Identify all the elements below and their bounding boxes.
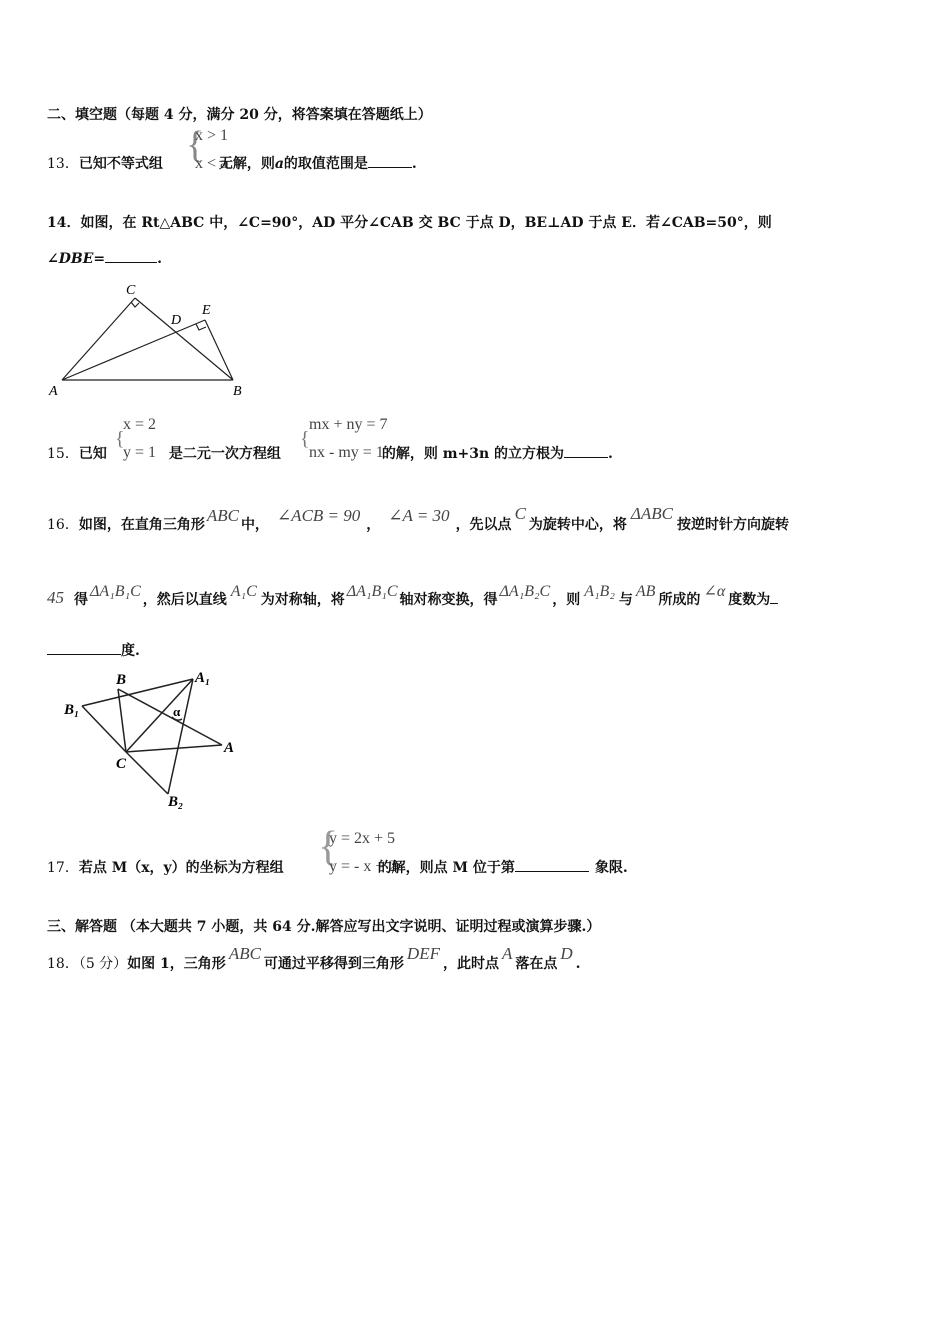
q15-mid: 是二元一次方程组	[168, 446, 281, 462]
label-b: B	[116, 672, 127, 688]
question-15	[47, 443, 613, 463]
label-a: A	[224, 740, 235, 756]
q16-t3: ，先以点	[455, 517, 512, 533]
q15-answer-blank	[564, 445, 608, 458]
q16-rotation-figure	[60, 664, 250, 814]
label-b: B	[233, 384, 242, 399]
section-2-heading: 二、填空题（每题 4 分，满分 20 分，将答案填在答题纸上）	[47, 107, 432, 123]
q17-pre: 若点 M（x，y）的坐标为方程组	[78, 860, 284, 876]
q16-angle-acb: ∠ACB = 90	[276, 506, 361, 525]
q16-abc: ABC	[206, 506, 239, 525]
label-d: D	[171, 313, 182, 328]
q16-number: 16．	[47, 517, 79, 533]
seg-ca1	[126, 679, 193, 752]
q16-blank-tail	[770, 591, 778, 604]
q16-ab: AB	[635, 583, 656, 600]
seg-b2a1	[168, 679, 193, 794]
question-18	[47, 944, 581, 973]
seg-ba	[118, 689, 222, 745]
q17-equation-1: y = 2x + 5	[329, 830, 396, 847]
q17-number: 17．	[47, 860, 79, 876]
q13-pre: 已知不等式组	[78, 156, 163, 172]
right-angle-e	[196, 324, 206, 330]
question-13	[47, 153, 417, 173]
line-ac	[62, 298, 135, 380]
q13-post: 的取值范围是	[283, 156, 368, 172]
q13-end: .	[411, 156, 417, 172]
label-alpha: α	[173, 704, 181, 719]
label-a: A	[49, 384, 58, 399]
question-17	[47, 857, 628, 877]
q17-end: 象限.	[594, 860, 628, 876]
q15-brace-1: {	[115, 428, 125, 450]
label-c: C	[116, 756, 127, 772]
q16-t14: 度.	[121, 643, 140, 659]
q17-post: 的解，则点 M 位于第	[377, 860, 515, 876]
seg-cb	[118, 689, 126, 752]
q15-end: .	[608, 446, 613, 462]
q18-end: .	[575, 956, 581, 972]
q15-equation-2: nx - my = 1	[309, 444, 384, 461]
q16-alpha: ∠α	[703, 583, 726, 600]
q13-mid: 无解，则	[218, 156, 275, 172]
q16-line-2	[47, 583, 778, 609]
line-be	[205, 320, 233, 380]
q15-solution-y: y = 1	[123, 444, 157, 461]
label-a1: A₁	[195, 670, 211, 686]
line-cb	[135, 298, 233, 380]
q16-t6: 得	[74, 592, 88, 608]
q17-brace: {	[318, 824, 339, 870]
q16-t13: 度数为	[728, 592, 771, 608]
line-ae	[62, 320, 205, 380]
q18-score: （5 分）	[78, 956, 128, 972]
q18-a: A	[501, 944, 513, 963]
q14-triangle-figure	[40, 278, 260, 403]
label-b1: B₁	[64, 702, 80, 718]
q15-brace-2: {	[300, 428, 310, 450]
q17-equation-2: y = - x + 2	[329, 858, 397, 875]
q16-a1b2: A₁B₂	[584, 583, 615, 600]
q16-t9: 轴对称变换，得	[399, 592, 498, 608]
q14-line-1: 14．如图，在 Rt△ABC 中，∠C=90°，AD 平分∠CAB 交 BC 于点 D，BE⊥AD 于点 E．若∠CAB=50°，则	[47, 215, 772, 231]
seg-cb1	[82, 706, 126, 752]
q13-answer-blank	[368, 155, 412, 168]
section-3-heading: 三、解答题 （本大题共 7 小题，共 64 分.解答应写出文字说明、证明过程或演算步骤.）	[47, 919, 601, 935]
q14-end: .	[157, 251, 162, 267]
q18-t4: 落在点	[515, 956, 558, 972]
q13-number: 13．	[47, 156, 79, 172]
q16-t5: 按逆时针方向旋转	[677, 517, 789, 533]
q16-t4: 为旋转中心，将	[528, 517, 627, 533]
q17-answer-blank	[515, 859, 589, 872]
q16-t2: 中，	[240, 517, 269, 533]
seg-ca	[126, 745, 222, 752]
label-e: E	[202, 303, 211, 318]
q14-angle-dbe: ∠DBE=	[47, 251, 106, 267]
seg-cb2	[126, 752, 168, 794]
label-c: C	[126, 283, 136, 298]
q16-t8: 为对称轴，将	[260, 592, 345, 608]
q16-line-1	[47, 504, 789, 534]
q18-t3: ，此时点	[442, 956, 499, 972]
q16-c: C	[514, 504, 526, 523]
q16-t1: 如图，在直角三角形	[78, 517, 205, 533]
q16-answer-blank	[47, 642, 121, 655]
q18-t2: 可通过平移得到三角形	[263, 956, 404, 972]
q18-t1: 如图 1，三角形	[127, 956, 226, 972]
q13-var: a	[274, 156, 284, 172]
q13-system-line-2: x < a	[195, 155, 228, 172]
q14-answer-blank	[105, 250, 157, 263]
q18-d: D	[560, 944, 573, 963]
q16-a1c: A₁C	[230, 583, 257, 600]
q13-system-line-1: x > 1	[195, 127, 229, 144]
q16-tri-a1b1c: ΔA₁B₁C	[90, 583, 141, 600]
q16-line-3	[47, 640, 140, 660]
q18-number: 18．	[47, 956, 79, 972]
q14-line-2	[47, 250, 162, 267]
right-angle-c	[131, 302, 139, 307]
q16-45: 45	[47, 588, 64, 607]
q16-tri-a1b2c: ΔA₁B₂C	[499, 583, 551, 600]
q16-t10: ，则	[552, 592, 581, 608]
seg-b1a1	[82, 679, 193, 706]
q16-comma: ，	[366, 517, 381, 533]
q18-abc: ABC	[228, 944, 261, 963]
q16-t12: 所成的	[658, 592, 701, 608]
q15-solution-x: x = 2	[123, 416, 157, 433]
q16-t7: ，然后以直线	[142, 592, 227, 608]
q13-brace: {	[186, 124, 205, 166]
q15-equation-1: mx + ny = 7	[309, 416, 388, 433]
q16-tri-abc: ΔABC	[630, 504, 673, 523]
q15-pre: 已知	[78, 446, 107, 462]
q16-t11: 与	[618, 592, 633, 608]
q16-tri-a1b1c-2: ΔA₁B₁C	[346, 583, 398, 600]
q15-number: 15．	[47, 446, 79, 462]
q18-def: DEF	[406, 944, 440, 963]
label-b2: B₂	[168, 794, 184, 810]
q16-angle-a: ∠A = 30	[388, 506, 450, 525]
q15-post: 的解，则 m+3n 的立方根为	[381, 446, 565, 462]
